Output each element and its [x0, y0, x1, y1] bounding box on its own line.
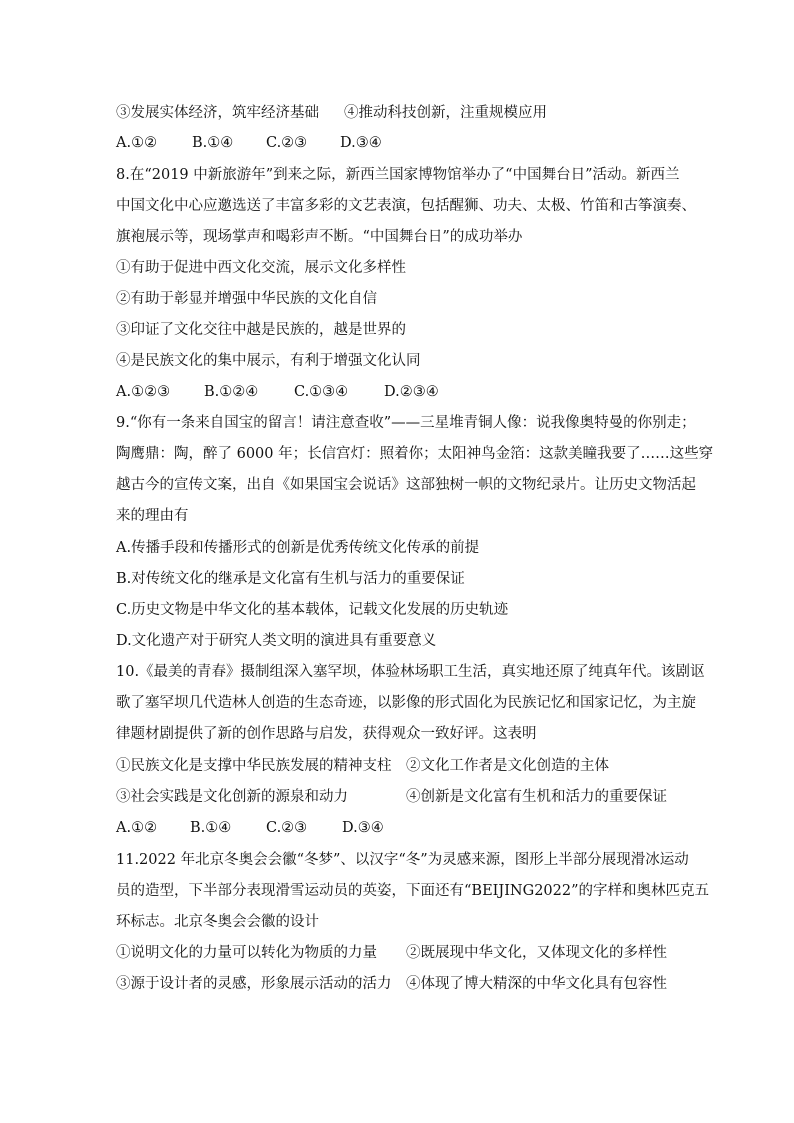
q10-statement-1: ①民族文化是支撑中华民族发展的精神支柱: [116, 758, 392, 774]
q8-choice-a: A.①②③: [116, 384, 171, 400]
q8-stem-line-3: 旗袍展示等，现场掌声和喝彩声不断。“中国舞台日”的成功举办: [116, 229, 523, 245]
q9-stem-line-2: 陶鹰鼎：陶，醉了 6000 年；长信宫灯：照着你；太阳神鸟金箔：这款美瞳我要了……这些穿: [116, 446, 714, 462]
q9-option-b: B.对传统文化的继承是文化富有生机与活力的重要保证: [116, 571, 465, 587]
q7-choice-d: D.③④: [340, 135, 382, 151]
q7-statement-4: ④推动科技创新，注重规模应用: [344, 105, 547, 121]
q7-choice-c: C.②③: [266, 135, 308, 151]
q8-choice-b: B.①②④: [204, 384, 259, 400]
q10-stem-line-1: 10.《最美的青春》摄制组深入塞罕坝，体验林场职工生活，真实地还原了纯真年代。该剧讴: [116, 664, 705, 680]
q10-statement-4: ④创新是文化富有生机和活力的重要保证: [406, 789, 667, 805]
q8-choice-c: C.①③④: [294, 384, 349, 400]
q11-stem-line-2: 员的造型，下半部分表现滑雪运动员的英姿，下面还有“BEIJING2022”的字样和奥林匹克五: [116, 883, 710, 899]
q7-choice-a: A.①②: [116, 135, 158, 151]
q8-choice-d: D.②③④: [384, 384, 439, 400]
q11-statement-4: ④体现了博大精深的中华文化具有包容性: [406, 976, 667, 992]
q10-choice-a: A.①②: [116, 820, 158, 836]
q8-statement-2: ②有助于彰显并增强中华民族的文化自信: [116, 291, 377, 307]
q10-statement-3: ③社会实践是文化创新的源泉和动力: [116, 789, 348, 805]
q8-statement-4: ④是民族文化的集中展示，有利于增强文化认同: [116, 353, 421, 369]
q9-stem-line-3: 越古今的宣传文案，出自《如果国宝会说话》这部独树一帜的文物纪录片。让历史文物活起: [116, 477, 696, 493]
q9-stem-line-4: 来的理由有: [116, 508, 189, 524]
q9-option-d: D.文化遗产对于研究人类文明的演进具有重要意义: [116, 633, 437, 649]
q11-stem-line-1: 11.2022 年北京冬奥会会徽“冬梦”、以汉字“冬”为灵感来源，图形上半部分展现滑冰运动: [116, 852, 689, 868]
q8-stem-line-1: 8.在“2019 中新旅游年”到来之际，新西兰国家博物馆举办了“中国舞台日”活动。新西兰: [116, 167, 680, 183]
q10-stem-line-2: 歌了塞罕坝几代造林人创造的生态奇迹，以影像的形式固化为民族记忆和国家记忆，为主旋: [116, 695, 696, 711]
q9-option-a: A.传播手段和传播形式的创新是优秀传统文化传承的前提: [116, 540, 480, 556]
q10-statement-2: ②文化工作者是文化创造的主体: [406, 758, 609, 774]
q8-stem-line-2: 中国文化中心应邀选送了丰富多彩的文艺表演，包括醒狮、功夫、太极、竹笛和古筝演奏、: [116, 198, 696, 214]
q11-statement-2: ②既展现中华文化，又体现文化的多样性: [406, 945, 667, 961]
q10-choice-c: C.②③: [266, 820, 308, 836]
q7-choice-b: B.①④: [192, 135, 234, 151]
q10-choice-b: B.①④: [190, 820, 232, 836]
q11-statement-3: ③源于设计者的灵感，形象展示活动的活力: [116, 976, 392, 992]
q9-stem-line-1: 9.“你有一条来自国宝的留言！请注意查收”——三星堆青铜人像：说我像奥特曼的你别走；: [116, 415, 696, 431]
q11-stem-line-3: 环标志。北京冬奥会会徽的设计: [116, 914, 319, 930]
q8-statement-1: ①有助于促进中西文化交流，展示文化多样性: [116, 260, 406, 276]
q9-option-c: C.历史文物是中华文化的基本载体，记载文化发展的历史轨迹: [116, 602, 509, 618]
q10-stem-line-3: 律题材剧提供了新的创作思路与启发，获得观众一致好评。这表明: [116, 726, 537, 742]
q7-statement-3: ③发展实体经济，筑牢经济基础: [116, 105, 319, 121]
q10-choice-d: D.③④: [342, 820, 384, 836]
q11-statement-1: ①说明文化的力量可以转化为物质的力量: [116, 945, 377, 961]
q8-statement-3: ③印证了文化交往中越是民族的，越是世界的: [116, 322, 406, 338]
